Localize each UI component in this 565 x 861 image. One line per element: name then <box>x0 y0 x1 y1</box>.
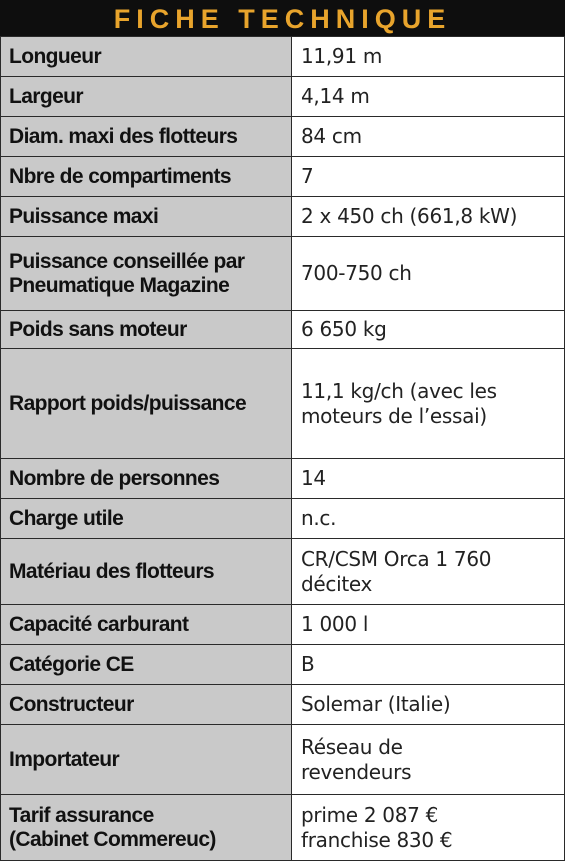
row-label: Importateur <box>1 725 292 795</box>
row-label: Puissance maxi <box>1 197 292 237</box>
table-row <box>1 349 565 459</box>
table-row <box>1 77 565 117</box>
sheet-title: FICHE TECHNIQUE <box>0 0 565 36</box>
spec-table <box>0 36 565 861</box>
table-row <box>1 459 565 499</box>
table-row <box>1 795 565 861</box>
row-value: 11,91 m <box>292 37 565 77</box>
row-value: 84 cm <box>292 117 565 157</box>
row-value: CR/CSM Orca 1 760 décitex <box>292 539 565 605</box>
row-value: 4,14 m <box>292 77 565 117</box>
table-row <box>1 157 565 197</box>
row-value: 7 <box>292 157 565 197</box>
table-row <box>1 117 565 157</box>
row-value: 14 <box>292 459 565 499</box>
table-row <box>1 605 565 645</box>
row-value: Réseau de revendeurs <box>292 725 565 795</box>
table-row <box>1 685 565 725</box>
row-value: 6 650 kg <box>292 311 565 349</box>
row-value: B <box>292 645 565 685</box>
table-row <box>1 37 565 77</box>
row-value: n.c. <box>292 499 565 539</box>
row-label: Nbre de compartiments <box>1 157 292 197</box>
row-label: Tarif assurance (Cabinet Commereuc) <box>1 795 292 861</box>
table-row <box>1 311 565 349</box>
row-label: Charge utile <box>1 499 292 539</box>
row-label: Constructeur <box>1 685 292 725</box>
table-row <box>1 237 565 311</box>
row-label: Poids sans moteur <box>1 311 292 349</box>
table-row <box>1 539 565 605</box>
row-value: 700-750 ch <box>292 237 565 311</box>
table-row <box>1 725 565 795</box>
row-label: Catégorie CE <box>1 645 292 685</box>
row-value: prime 2 087 € franchise 830 € <box>292 795 565 861</box>
row-label: Puissance conseillée par Pneumatique Magazine <box>1 237 292 311</box>
table-row <box>1 645 565 685</box>
row-label: Diam. maxi des flotteurs <box>1 117 292 157</box>
row-label: Capacité carburant <box>1 605 292 645</box>
table-row <box>1 197 565 237</box>
row-value: 2 x 450 ch (661,8 kW) <box>292 197 565 237</box>
row-value: 1 000 l <box>292 605 565 645</box>
row-label: Matériau des flotteurs <box>1 539 292 605</box>
row-value: Solemar (Italie) <box>292 685 565 725</box>
row-label: Longueur <box>1 37 292 77</box>
row-label: Rapport poids/puissance <box>1 349 292 459</box>
table-row <box>1 499 565 539</box>
row-value: 11,1 kg/ch (avec les moteurs de l’essai) <box>292 349 565 459</box>
row-label: Largeur <box>1 77 292 117</box>
row-label: Nombre de personnes <box>1 459 292 499</box>
